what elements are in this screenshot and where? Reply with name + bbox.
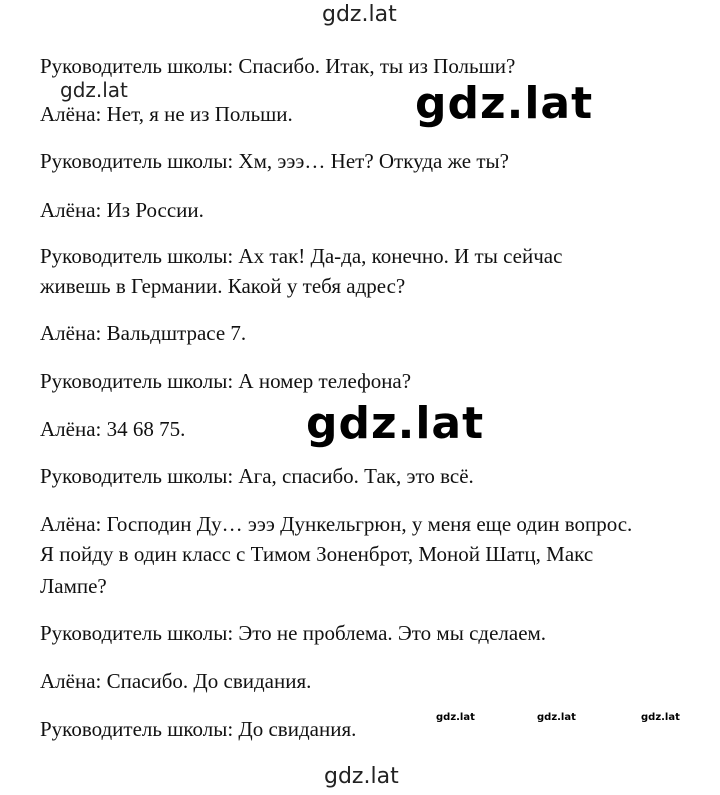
dialogue-line: Руководитель школы: Спасибо. Итак, ты из Польши?	[40, 54, 516, 78]
watermark-large: gdz.lat	[415, 78, 594, 129]
dialogue-line: Руководитель школы: До свидания.	[40, 717, 357, 741]
dialogue-line: Алёна: Вальдштрасе 7.	[40, 321, 247, 345]
dialogue-line: Руководитель школы: Ага, спасибо. Так, это всё.	[40, 464, 474, 488]
watermark-large: gdz.lat	[306, 398, 485, 449]
dialogue-line: Руководитель школы: Ах так! Да-да, конечно. И ты сейчас	[40, 244, 563, 268]
watermark-small: gdz.lat	[537, 712, 576, 723]
dialogue-line: Руководитель школы: Это не проблема. Это мы сделаем.	[40, 621, 547, 645]
dialogue-line: Алёна: Спасибо. До свидания.	[40, 669, 312, 693]
dialogue-line: Я пойду в один класс с Тимом Зоненброт, Моной Шатц, Макс	[40, 542, 594, 566]
dialogue-line: Руководитель школы: Хм, эээ… Нет? Откуда же ты?	[40, 149, 509, 173]
dialogue-line: Алёна: Нет, я не из Польши.	[40, 102, 293, 126]
watermark-top: gdz.lat	[322, 2, 397, 27]
dialogue-line: Алёна: 34 68 75.	[40, 417, 186, 441]
watermark-bottom: gdz.lat	[324, 764, 399, 789]
dialogue-line: Алёна: Из России.	[40, 198, 204, 222]
watermark-small: gdz.lat	[436, 712, 475, 723]
watermark-small: gdz.lat	[641, 712, 680, 723]
dialogue-line: Руководитель школы: А номер телефона?	[40, 369, 412, 393]
watermark-left: gdz.lat	[60, 78, 128, 102]
dialogue-line: живешь в Германии. Какой у тебя адрес?	[40, 274, 406, 298]
dialogue-line: Лампе?	[40, 574, 107, 598]
dialogue-line: Алёна: Господин Ду… эээ Дункельгрюн, у меня еще один вопрос.	[40, 512, 633, 536]
